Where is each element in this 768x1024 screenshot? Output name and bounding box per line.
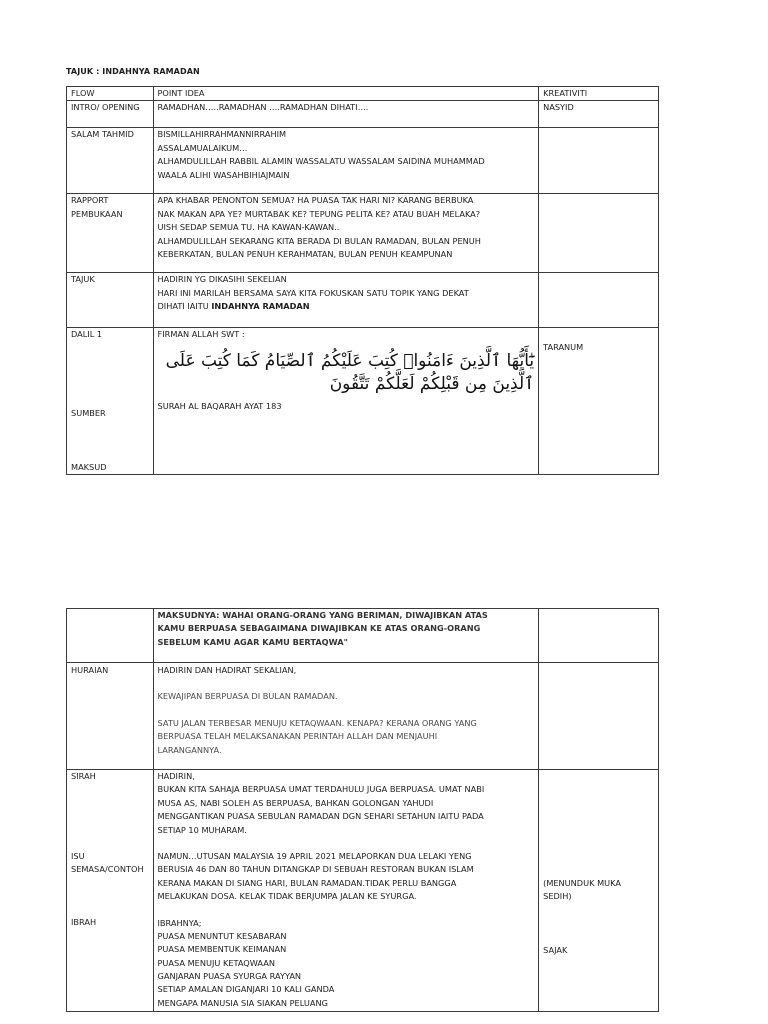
flow-isu-line: SEMASA/CONTOH (71, 864, 144, 875)
rapport-line: ALHAMDULILLAH SEKARANG KITA BERADA DI BULAN RAMADAN, BULAN PENUH (157, 235, 481, 246)
sirah-line: MUSA AS, NABI SOLEH AS BERPUASA, BAHKAN GOLONGAN YAHUDI (157, 797, 434, 808)
header-kreativiti: KREATIVITI (539, 87, 659, 101)
surah-reference: SURAH AL BAQARAH AYAT 183 (157, 400, 282, 411)
maksud-line: KAMU BERPUASA SEBAGAIMANA DIWAJIBKAN KE ATAS ORANG-ORANG (157, 623, 481, 634)
flow-isu-line: ISU (71, 851, 85, 861)
speech-plan-table-2 (66, 608, 659, 1012)
kreativiti-isu-line: SEDIH) (543, 891, 572, 902)
huraian-line: HADIRIN DAN HADIRAT SEKALIAN, (157, 665, 297, 675)
huraian-line: KEWAJIPAN BERPUASA DI BULAN RAMADAN. (157, 691, 338, 702)
ibrah-line: PUASA MENUJU KETAQWAAN (157, 957, 275, 968)
kreativiti-tajuk (539, 273, 659, 328)
tajuk-bold-title: INDAHNYA RAMADAN (211, 301, 310, 312)
header-flow: FLOW (67, 87, 154, 101)
idea-sirah (153, 770, 539, 1012)
speech-plan-table-1 (66, 86, 659, 475)
salam-line: ASSALAMUALAIKUM… (157, 142, 248, 153)
kreativiti-sajak: SAJAK (543, 945, 568, 955)
kreativiti-salam (539, 128, 659, 194)
flow-rapport (67, 194, 154, 273)
maksud-line: SEBELUM KAMU AGAR KAMU BERTAQWA" (157, 636, 348, 647)
maksud-line: MAKSUDNYA: WAHAI ORANG-ORANG YANG BERIMAN, DIWAJIBKAN ATAS (157, 610, 488, 620)
kreativiti-taranum: TARANUM (543, 342, 584, 353)
flow-dalil-label: DALIL 1 (71, 329, 103, 340)
table-row-intro (67, 101, 659, 128)
tajuk-line: HADIRIN YG DIKASIHI SEKELIAN (157, 274, 287, 285)
idea-tajuk (153, 273, 539, 328)
table-row-rapport (67, 194, 659, 273)
flow-maksud-label: MAKSUD (71, 462, 107, 473)
flow-isu-label (71, 850, 144, 877)
flow-rapport-line: RAPPORT (71, 195, 109, 206)
rapport-line: APA KHABAR PENONTON SEMUA? HA PUASA TAK HARI NI? KARANG BERBUKA (157, 195, 474, 206)
flow-sumber-label: SUMBER (71, 408, 106, 419)
table-row-tajuk (67, 273, 659, 328)
header-point-idea: POINT IDEA (153, 87, 539, 101)
quran-verse-arabic: يَٰٓأَيُّهَا ٱلَّذِينَ ءَامَنُوا۟ كُتِبَ عَلَيْكُمُ ٱلصِّيَامُ كَمَا كُتِبَ عَلَى ٱلَّذِينَ مِن قَبْلِكُمْ لَعَلَّكُمْ تَتَّقُونَ (165, 350, 535, 394)
tajuk-prefix: DIHATI IAITU (157, 301, 212, 312)
table-row-maksud (67, 609, 659, 663)
idea-salam (153, 128, 539, 194)
flow-sirah-label: SIRAH (71, 771, 96, 781)
isu-line: BERUSIA 46 DAN 80 TAHUN DITANGKAP DI SEBUAH RESTORAN BUKAN ISLAM (157, 864, 474, 875)
huraian-para-line: SATU JALAN TERBESAR MENUJU KETAQWAAN. KENAPA? KERANA ORANG YANG (157, 717, 477, 728)
ibrah-line: PUASA MEMBENTUK KEIMANAN (157, 944, 287, 955)
table-row-salam (67, 128, 659, 194)
ibrah-line: IBRAHNYA; (157, 917, 202, 928)
table-row-sirah (67, 770, 659, 1012)
isu-line: KERANA MAKAN DI SIANG HARI, BULAN RAMADAN.TIDAK PERLU BANGGA (157, 877, 457, 888)
tajuk-line (158, 300, 535, 313)
ibrah-line: PUASA MENUNTUT KESABARAN (157, 930, 287, 941)
firman-label: FIRMAN ALLAH SWT : (157, 329, 245, 340)
kreativiti-rapport (539, 194, 659, 273)
kreativiti-maksud (539, 609, 659, 663)
table-header-row (67, 87, 659, 101)
sirah-line: HADIRIN, (157, 771, 195, 781)
idea-dalil (153, 328, 539, 475)
kreativiti-isu-line: (MENUNDUK MUKA (543, 878, 621, 888)
rapport-line: NAK MAKAN APA YE? MURTABAK KE? TEPUNG PELITA KE? ATAU BUAH MELAKA? (157, 208, 481, 219)
flow-sirah (67, 770, 154, 1012)
huraian-para-line: BERPUASA TELAH MELAKSANAKAN PERINTAH ALLAH DAN MENJAUHI (157, 731, 438, 742)
salam-line: WAALA ALIHI WASAHBIHIAJMAIN (157, 169, 290, 180)
salam-line: BISMILLAHIRRAHMANNIRRAHIM (157, 129, 287, 140)
isu-line: NAMUN…UTUSAN MALAYSIA 19 APRIL 2021 MELAPORKAN DUA LELAKI YENG (157, 850, 472, 861)
flow-maksud-continued (67, 609, 154, 663)
kreativiti-menunduk (543, 877, 621, 904)
flow-dalil (67, 328, 154, 475)
idea-huraian (153, 663, 539, 770)
kreativiti-sirah (539, 770, 659, 1012)
sirah-line: BUKAN KITA SAHAJA BERPUASA UMAT TERDAHULU JUGA BERPUASA. UMAT NABI (157, 784, 485, 795)
rapport-line: UISH SEDAP SEMUA TU. HA KAWAN-KAWAN.. (157, 222, 340, 233)
flow-huraian: HURAIAN (67, 663, 154, 770)
ibrah-line: GANJARAN PUASA SYURGA RAYYAN (157, 971, 302, 982)
kreativiti-dalil (539, 328, 659, 475)
flow-intro: INTRO/ OPENING (67, 101, 154, 128)
kreativiti-huraian (539, 663, 659, 770)
idea-intro: RAMADHAN…..RAMADHAN ….RAMADHAN DIHATI…. (153, 101, 539, 128)
kreativiti-intro: NASYID (539, 101, 659, 128)
flow-ibrah-label: IBRAH (71, 917, 97, 927)
idea-rapport (153, 194, 539, 273)
flow-tajuk: TAJUK (67, 273, 154, 328)
flow-salam: SALAM TAHMID (67, 128, 154, 194)
isu-line: MELAKUKAN DOSA. KELAK TIDAK BERJUMPA JALAN KE SYURGA. (157, 891, 417, 902)
salam-line: ALHAMDULILLAH RABBIL ALAMIN WASSALATU WASSALAM SAIDINA MUHAMMAD (157, 156, 485, 167)
idea-maksud (153, 609, 539, 663)
document-title: TAJUK : INDAHNYA RAMADAN (66, 67, 200, 76)
sirah-line: SETIAP 10 MUHARAM. (157, 824, 247, 835)
rapport-line: KEBERKATAN, BULAN PENUH KERAHMATAN, BULAN PENUH KEAMPUNAN (157, 248, 453, 259)
flow-rapport-line: PEMBUKAAN (71, 208, 123, 219)
table-row-dalil (67, 328, 659, 475)
ibrah-line: SETIAP AMALAN DIGANJARI 10 KALI GANDA (157, 984, 335, 995)
ibrah-line: MENGAPA MANUSIA SIA SIAKAN PELUANG (157, 997, 328, 1008)
tajuk-line: HARI INI MARILAH BERSAMA SAYA KITA FOKUSKAN SATU TOPIK YANG DEKAT (157, 287, 469, 298)
sirah-line: MENGGANTIKAN PUASA SEBULAN RAMADAN DGN SEHARI SETAHUN IAITU PADA (157, 811, 484, 822)
huraian-para-line: LARANGANNYA. (157, 744, 222, 755)
table-row-huraian (67, 663, 659, 770)
